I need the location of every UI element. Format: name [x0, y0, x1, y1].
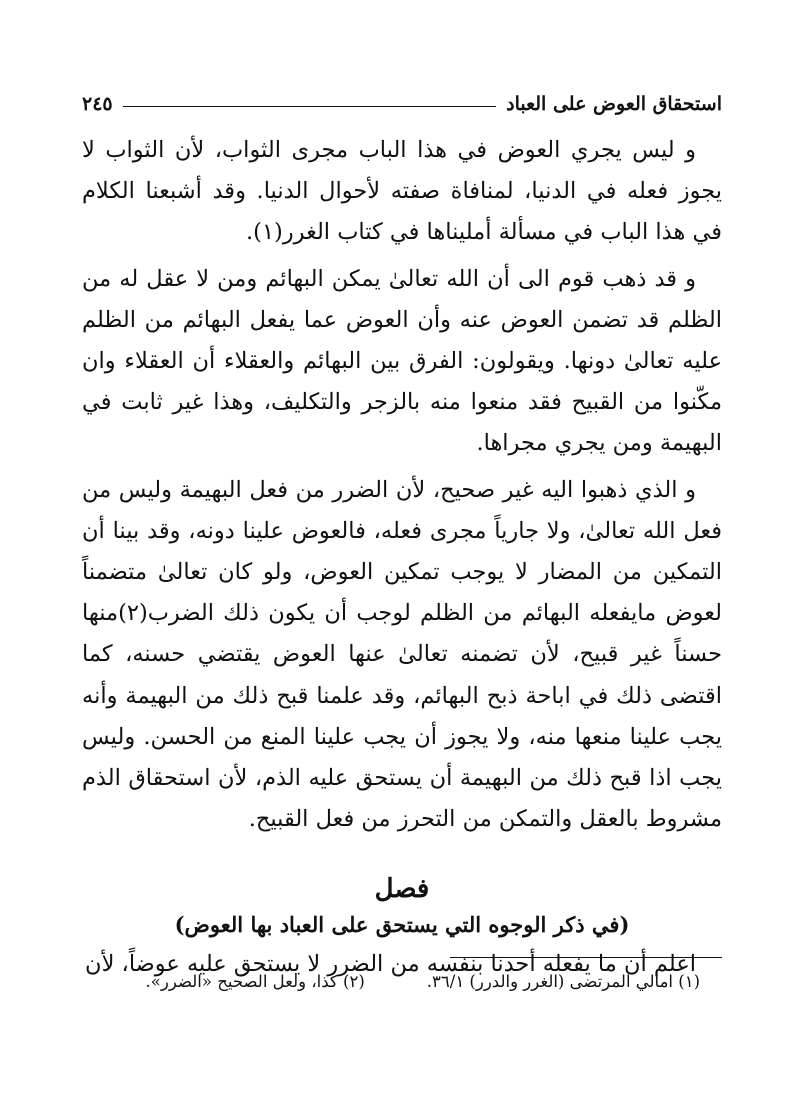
footnote-rule [450, 957, 722, 958]
running-head-title: استحقاق العوض على العباد [506, 93, 722, 115]
section-subheading: (في ذكر الوجوه التي يستحق على العباد بها العوض) [174, 912, 630, 938]
footnote-1: (١) امالي المرتضى (الغرر والدرر) ٣٦/١. [426, 972, 700, 991]
body-text [82, 130, 722, 986]
paragraph-1: و ليس يجري العوض في هذا الباب مجرى الثواب، لأن الثواب لا يجوز فعله في الدنيا، لمنافاة صفته لأحوال الدنيا. وقد أشبعنا الكلام في هذا الباب في مسألة أمليناها في كتاب الغرر(١). [82, 137, 722, 246]
page-number: ٢٤٥ [82, 93, 113, 115]
section-opening-line: اعلم أن ما يفعله أحدنا بنفسه من الضرر لا يستحق عليه عوضاً، لأن [85, 951, 696, 978]
section-heading: فصل [374, 874, 430, 905]
paragraph-3: و الذي ذهبوا اليه غير صحيح، لأن الضرر من فعل البهيمة وليس من فعل الله تعالىٰ، ولا جارياً مجرى فعله، فالعوض علينا دونه، وقد بينا أن التمكين من المضار لا يوجب تمكين العوض، ولو كان تعالىٰ متضمناً لعوض مايفعله البهائم من الظلم لوجب أن يكون ذلك الضرب(٢)منها حسناً غير قبيح، لأن تضمنه تعالىٰ عنها العوض يقتضي حسنه، كما اقتضى ذلك في اباحة ذبح البهائم، وقد علمنا قبح ذلك من البهيمة وأنه يجب علينا منعها منه، ولا يجوز أن يجب علينا المنع من الحسن. وليس يجب اذا قبح ذلك من البهيمة أن يستحق عليه الذم، لأن استحقاق الذم مشروط بالعقل والتمكن من التحرز من فعل القبيح. [82, 476, 722, 833]
running-head [82, 88, 722, 120]
footnotes [104, 972, 700, 991]
footnote-2: (٢) كذا، ولعل الصحيح «الضرر». [145, 972, 365, 991]
paragraph-2: و قد ذهب قوم الى أن الله تعالىٰ يمكن البهائم ومن لا عقل له من الظلم قد تضمن العوض عنه وأن العوض عما يفعل البهائم من الظلم عليه تعالىٰ دونها. ويقولون: الفرق بين البهائم والعقلاء أن العقلاء وان مكّنوا من القبيح فقد منعوا منه بالزجر والتكليف، وهذا غير ثابت في البهيمة ومن يجري مجراها. [82, 265, 722, 457]
running-head-rule [123, 106, 496, 107]
